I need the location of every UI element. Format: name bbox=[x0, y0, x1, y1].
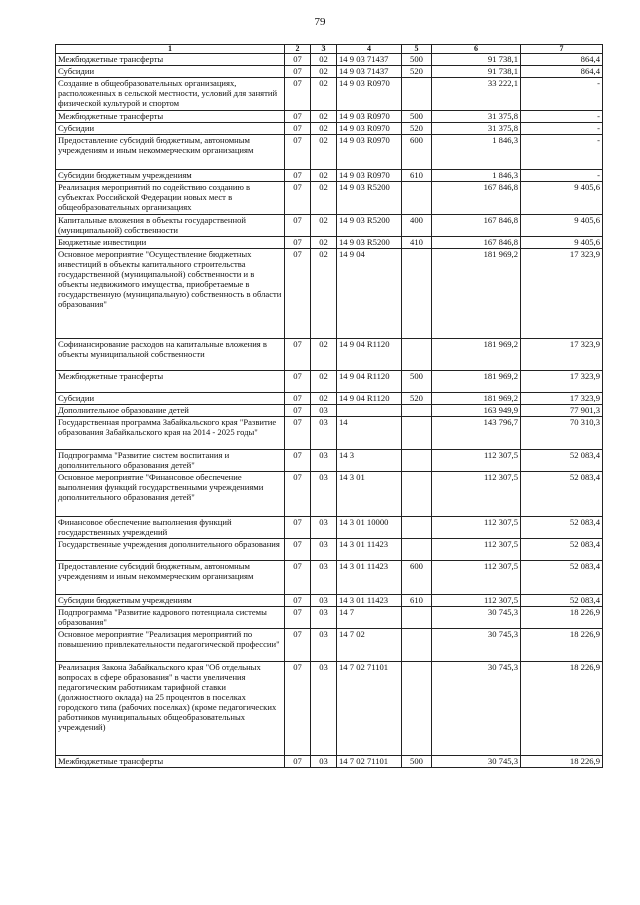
row-amount-1: 167 846,8 bbox=[432, 215, 521, 237]
row-section: 07 bbox=[285, 371, 311, 393]
row-expense-type: 500 bbox=[402, 111, 432, 123]
row-section: 07 bbox=[285, 607, 311, 629]
row-expense-type: 500 bbox=[402, 54, 432, 66]
table-row bbox=[56, 339, 603, 371]
row-name: Субсидии bbox=[56, 123, 285, 135]
row-section: 07 bbox=[285, 595, 311, 607]
row-amount-1: 112 307,5 bbox=[432, 539, 521, 561]
row-subsection: 02 bbox=[311, 249, 337, 339]
row-target-article: 14 7 02 71101 bbox=[337, 756, 402, 768]
row-section: 07 bbox=[285, 539, 311, 561]
row-expense-type bbox=[402, 607, 432, 629]
row-name: Реализация мероприятий по содействию созданию в субъектах Российской Федерации новых мест в общеобразовательных организациях bbox=[56, 182, 285, 215]
row-amount-2: 18 226,9 bbox=[521, 756, 603, 768]
row-target-article: 14 9 03 71437 bbox=[337, 66, 402, 78]
row-name: Основное мероприятие "Реализация мероприятий по повышению привлекательности педагогической профессии" bbox=[56, 629, 285, 662]
row-amount-1: 112 307,5 bbox=[432, 450, 521, 472]
row-target-article: 14 9 04 bbox=[337, 249, 402, 339]
row-expense-type bbox=[402, 629, 432, 662]
row-section: 07 bbox=[285, 215, 311, 237]
row-name: Подпрограмма "Развитие кадрового потенциала системы образования" bbox=[56, 607, 285, 629]
row-amount-2: 17 323,9 bbox=[521, 339, 603, 371]
row-subsection: 02 bbox=[311, 393, 337, 405]
row-subsection: 03 bbox=[311, 607, 337, 629]
row-target-article: 14 7 bbox=[337, 607, 402, 629]
row-subsection: 02 bbox=[311, 215, 337, 237]
row-section: 07 bbox=[285, 78, 311, 111]
row-target-article: 14 9 03 R5200 bbox=[337, 215, 402, 237]
row-name: Межбюджетные трансферты bbox=[56, 371, 285, 393]
row-amount-2: 52 083,4 bbox=[521, 539, 603, 561]
row-subsection: 03 bbox=[311, 561, 337, 595]
row-target-article: 14 3 bbox=[337, 450, 402, 472]
row-section: 07 bbox=[285, 629, 311, 662]
row-name: Государственная программа Забайкальского края "Развитие образования Забайкальского края на 2014 - 2025 годы" bbox=[56, 417, 285, 450]
header-row bbox=[56, 45, 603, 54]
row-section: 07 bbox=[285, 472, 311, 517]
row-expense-type: 610 bbox=[402, 170, 432, 182]
row-subsection: 02 bbox=[311, 78, 337, 111]
row-expense-type bbox=[402, 539, 432, 561]
row-amount-2: - bbox=[521, 78, 603, 111]
header-cell: 4 bbox=[337, 45, 402, 54]
header-cell: 2 bbox=[285, 45, 311, 54]
row-section: 07 bbox=[285, 249, 311, 339]
table-row bbox=[56, 417, 603, 450]
row-target-article: 14 3 01 10000 bbox=[337, 517, 402, 539]
table-row bbox=[56, 54, 603, 66]
row-subsection: 02 bbox=[311, 66, 337, 78]
row-expense-type bbox=[402, 78, 432, 111]
row-name: Подпрограмма "Развитие систем воспитания и дополнительного образования детей" bbox=[56, 450, 285, 472]
row-expense-type: 610 bbox=[402, 595, 432, 607]
row-expense-type bbox=[402, 405, 432, 417]
row-section: 07 bbox=[285, 123, 311, 135]
table-row bbox=[56, 629, 603, 662]
row-amount-2: 17 323,9 bbox=[521, 249, 603, 339]
row-section: 07 bbox=[285, 561, 311, 595]
table-row bbox=[56, 78, 603, 111]
row-target-article: 14 bbox=[337, 417, 402, 450]
row-section: 07 bbox=[285, 182, 311, 215]
row-name: Межбюджетные трансферты bbox=[56, 756, 285, 768]
row-amount-2: 9 405,6 bbox=[521, 237, 603, 249]
row-amount-2: - bbox=[521, 135, 603, 170]
row-amount-1: 112 307,5 bbox=[432, 561, 521, 595]
row-name: Предоставление субсидий бюджетным, автономным учреждениям и иным некоммерческим организациям bbox=[56, 135, 285, 170]
table-row bbox=[56, 393, 603, 405]
header-cell: 3 bbox=[311, 45, 337, 54]
row-name: Реализация Закона Забайкальского края "Об отдельных вопросах в сфере образования" в части увеличения педагогическим работникам тарифной ставки (должностного оклада) на 25 процентов в поселках городского типа (рабочих поселках) (кроме педагогических работников муниципальных общеобразовательных учреждений) bbox=[56, 662, 285, 756]
table-row bbox=[56, 135, 603, 170]
row-expense-type bbox=[402, 249, 432, 339]
table-row bbox=[56, 595, 603, 607]
row-subsection: 02 bbox=[311, 237, 337, 249]
table-row bbox=[56, 371, 603, 393]
row-amount-2: - bbox=[521, 111, 603, 123]
table-row bbox=[56, 237, 603, 249]
row-section: 07 bbox=[285, 66, 311, 78]
row-section: 07 bbox=[285, 135, 311, 170]
row-expense-type bbox=[402, 450, 432, 472]
row-section: 07 bbox=[285, 170, 311, 182]
row-amount-1: 91 738,1 bbox=[432, 66, 521, 78]
row-subsection: 03 bbox=[311, 517, 337, 539]
row-target-article bbox=[337, 405, 402, 417]
row-target-article: 14 3 01 bbox=[337, 472, 402, 517]
row-expense-type: 520 bbox=[402, 66, 432, 78]
row-amount-2: 9 405,6 bbox=[521, 182, 603, 215]
table-row bbox=[56, 111, 603, 123]
row-amount-1: 181 969,2 bbox=[432, 393, 521, 405]
row-amount-2: 77 901,3 bbox=[521, 405, 603, 417]
row-amount-2: - bbox=[521, 123, 603, 135]
table-row bbox=[56, 405, 603, 417]
row-expense-type: 410 bbox=[402, 237, 432, 249]
row-expense-type: 500 bbox=[402, 756, 432, 768]
row-amount-1: 181 969,2 bbox=[432, 249, 521, 339]
row-section: 07 bbox=[285, 756, 311, 768]
row-section: 07 bbox=[285, 450, 311, 472]
row-amount-1: 181 969,2 bbox=[432, 371, 521, 393]
row-subsection: 03 bbox=[311, 756, 337, 768]
row-amount-2: 17 323,9 bbox=[521, 371, 603, 393]
row-name: Субсидии bbox=[56, 393, 285, 405]
row-amount-1: 112 307,5 bbox=[432, 517, 521, 539]
header-cell: 6 bbox=[432, 45, 521, 54]
row-expense-type bbox=[402, 417, 432, 450]
row-section: 07 bbox=[285, 662, 311, 756]
row-expense-type: 500 bbox=[402, 371, 432, 393]
row-target-article: 14 9 04 R1120 bbox=[337, 339, 402, 371]
row-amount-2: 18 226,9 bbox=[521, 629, 603, 662]
row-amount-1: 112 307,5 bbox=[432, 472, 521, 517]
row-expense-type: 600 bbox=[402, 135, 432, 170]
table-row bbox=[56, 756, 603, 768]
row-amount-2: 52 083,4 bbox=[521, 561, 603, 595]
row-amount-2: 70 310,3 bbox=[521, 417, 603, 450]
row-amount-2: 52 083,4 bbox=[521, 595, 603, 607]
row-name: Финансовое обеспечение выполнения функций государственных учреждений bbox=[56, 517, 285, 539]
row-expense-type bbox=[402, 182, 432, 215]
row-target-article: 14 7 02 71101 bbox=[337, 662, 402, 756]
row-expense-type: 520 bbox=[402, 393, 432, 405]
table-row bbox=[56, 66, 603, 78]
row-amount-1: 167 846,8 bbox=[432, 182, 521, 215]
table-row bbox=[56, 450, 603, 472]
row-amount-1: 30 745,3 bbox=[432, 756, 521, 768]
row-name: Межбюджетные трансферты bbox=[56, 111, 285, 123]
row-section: 07 bbox=[285, 417, 311, 450]
row-amount-1: 30 745,3 bbox=[432, 629, 521, 662]
row-section: 07 bbox=[285, 393, 311, 405]
table-row bbox=[56, 182, 603, 215]
row-amount-1: 1 846,3 bbox=[432, 170, 521, 182]
table-row bbox=[56, 123, 603, 135]
table-row bbox=[56, 662, 603, 756]
row-target-article: 14 9 04 R1120 bbox=[337, 393, 402, 405]
row-subsection: 03 bbox=[311, 450, 337, 472]
row-target-article: 14 9 03 71437 bbox=[337, 54, 402, 66]
row-name: Бюджетные инвестиции bbox=[56, 237, 285, 249]
table-row bbox=[56, 472, 603, 517]
row-amount-2: 52 083,4 bbox=[521, 450, 603, 472]
table-row bbox=[56, 249, 603, 339]
row-amount-1: 1 846,3 bbox=[432, 135, 521, 170]
row-target-article: 14 3 01 11423 bbox=[337, 595, 402, 607]
row-expense-type bbox=[402, 339, 432, 371]
row-amount-1: 143 796,7 bbox=[432, 417, 521, 450]
row-name: Субсидии бюджетным учреждениям bbox=[56, 170, 285, 182]
row-expense-type bbox=[402, 472, 432, 517]
row-subsection: 03 bbox=[311, 629, 337, 662]
table-row bbox=[56, 517, 603, 539]
page-number: 79 bbox=[314, 16, 326, 28]
table-row bbox=[56, 215, 603, 237]
row-expense-type: 400 bbox=[402, 215, 432, 237]
row-section: 07 bbox=[285, 111, 311, 123]
row-name: Субсидии бюджетным учреждениям bbox=[56, 595, 285, 607]
row-amount-1: 167 846,8 bbox=[432, 237, 521, 249]
row-subsection: 02 bbox=[311, 123, 337, 135]
row-amount-2: 9 405,6 bbox=[521, 215, 603, 237]
row-subsection: 03 bbox=[311, 662, 337, 756]
row-subsection: 03 bbox=[311, 417, 337, 450]
row-amount-1: 181 969,2 bbox=[432, 339, 521, 371]
row-target-article: 14 9 03 R0970 bbox=[337, 78, 402, 111]
row-name: Основное мероприятие "Финансовое обеспечение выполнения функций государственными учреждениями дополнительного образования детей" bbox=[56, 472, 285, 517]
row-expense-type bbox=[402, 662, 432, 756]
row-subsection: 03 bbox=[311, 472, 337, 517]
row-amount-1: 112 307,5 bbox=[432, 595, 521, 607]
row-expense-type: 600 bbox=[402, 561, 432, 595]
row-subsection: 02 bbox=[311, 339, 337, 371]
row-section: 07 bbox=[285, 237, 311, 249]
row-amount-1: 30 745,3 bbox=[432, 662, 521, 756]
header-cell: 5 bbox=[402, 45, 432, 54]
row-subsection: 02 bbox=[311, 182, 337, 215]
row-target-article: 14 9 03 R5200 bbox=[337, 182, 402, 215]
row-name: Государственные учреждения дополнительного образования bbox=[56, 539, 285, 561]
row-name: Межбюджетные трансферты bbox=[56, 54, 285, 66]
table-row bbox=[56, 607, 603, 629]
row-amount-2: 864,4 bbox=[521, 66, 603, 78]
row-target-article: 14 9 04 R1120 bbox=[337, 371, 402, 393]
row-name: Софинансирование расходов на капитальные вложения в объекты муниципальной собственности bbox=[56, 339, 285, 371]
row-target-article: 14 9 03 R5200 bbox=[337, 237, 402, 249]
row-subsection: 02 bbox=[311, 371, 337, 393]
row-section: 07 bbox=[285, 54, 311, 66]
row-name: Создание в общеобразовательных организациях, расположенных в сельской местности, условий для занятий физической культурой и спортом bbox=[56, 78, 285, 111]
row-amount-1: 31 375,8 bbox=[432, 111, 521, 123]
row-target-article: 14 9 03 R0970 bbox=[337, 111, 402, 123]
row-target-article: 14 3 01 11423 bbox=[337, 561, 402, 595]
row-amount-2: 18 226,9 bbox=[521, 607, 603, 629]
row-subsection: 02 bbox=[311, 54, 337, 66]
header-cell: 7 bbox=[521, 45, 603, 54]
row-expense-type: 520 bbox=[402, 123, 432, 135]
header-cell: 1 bbox=[56, 45, 285, 54]
row-name: Основное мероприятие "Осуществление бюджетных инвестиций в объекты капитального строительства государственной (муниципальной) собственности и в объекты недвижимого имущества, приобретаемые в государственную (муниципальную) собственность в области образования" bbox=[56, 249, 285, 339]
row-section: 07 bbox=[285, 405, 311, 417]
row-amount-2: 18 226,9 bbox=[521, 662, 603, 756]
table-row bbox=[56, 170, 603, 182]
row-subsection: 02 bbox=[311, 170, 337, 182]
budget-table bbox=[55, 44, 603, 768]
row-name: Субсидии bbox=[56, 66, 285, 78]
row-amount-1: 33 222,1 bbox=[432, 78, 521, 111]
row-section: 07 bbox=[285, 517, 311, 539]
row-section: 07 bbox=[285, 339, 311, 371]
row-target-article: 14 3 01 11423 bbox=[337, 539, 402, 561]
row-name: Капитальные вложения в объекты государственной (муниципальной) собственности bbox=[56, 215, 285, 237]
row-amount-2: 52 083,4 bbox=[521, 517, 603, 539]
row-amount-2: - bbox=[521, 170, 603, 182]
row-subsection: 03 bbox=[311, 405, 337, 417]
row-target-article: 14 9 03 R0970 bbox=[337, 123, 402, 135]
table-row bbox=[56, 539, 603, 561]
row-name: Дополнительное образование детей bbox=[56, 405, 285, 417]
row-amount-2: 52 083,4 bbox=[521, 472, 603, 517]
row-amount-2: 864,4 bbox=[521, 54, 603, 66]
row-amount-2: 17 323,9 bbox=[521, 393, 603, 405]
row-amount-1: 91 738,1 bbox=[432, 54, 521, 66]
row-target-article: 14 7 02 bbox=[337, 629, 402, 662]
row-amount-1: 31 375,8 bbox=[432, 123, 521, 135]
row-amount-1: 163 949,9 bbox=[432, 405, 521, 417]
row-name: Предоставление субсидий бюджетным, автономным учреждениям и иным некоммерческим организациям bbox=[56, 561, 285, 595]
row-subsection: 02 bbox=[311, 135, 337, 170]
row-subsection: 02 bbox=[311, 111, 337, 123]
row-expense-type bbox=[402, 517, 432, 539]
row-amount-1: 30 745,3 bbox=[432, 607, 521, 629]
row-target-article: 14 9 03 R0970 bbox=[337, 170, 402, 182]
row-target-article: 14 9 03 R0970 bbox=[337, 135, 402, 170]
row-subsection: 03 bbox=[311, 539, 337, 561]
row-subsection: 03 bbox=[311, 595, 337, 607]
table-row bbox=[56, 561, 603, 595]
